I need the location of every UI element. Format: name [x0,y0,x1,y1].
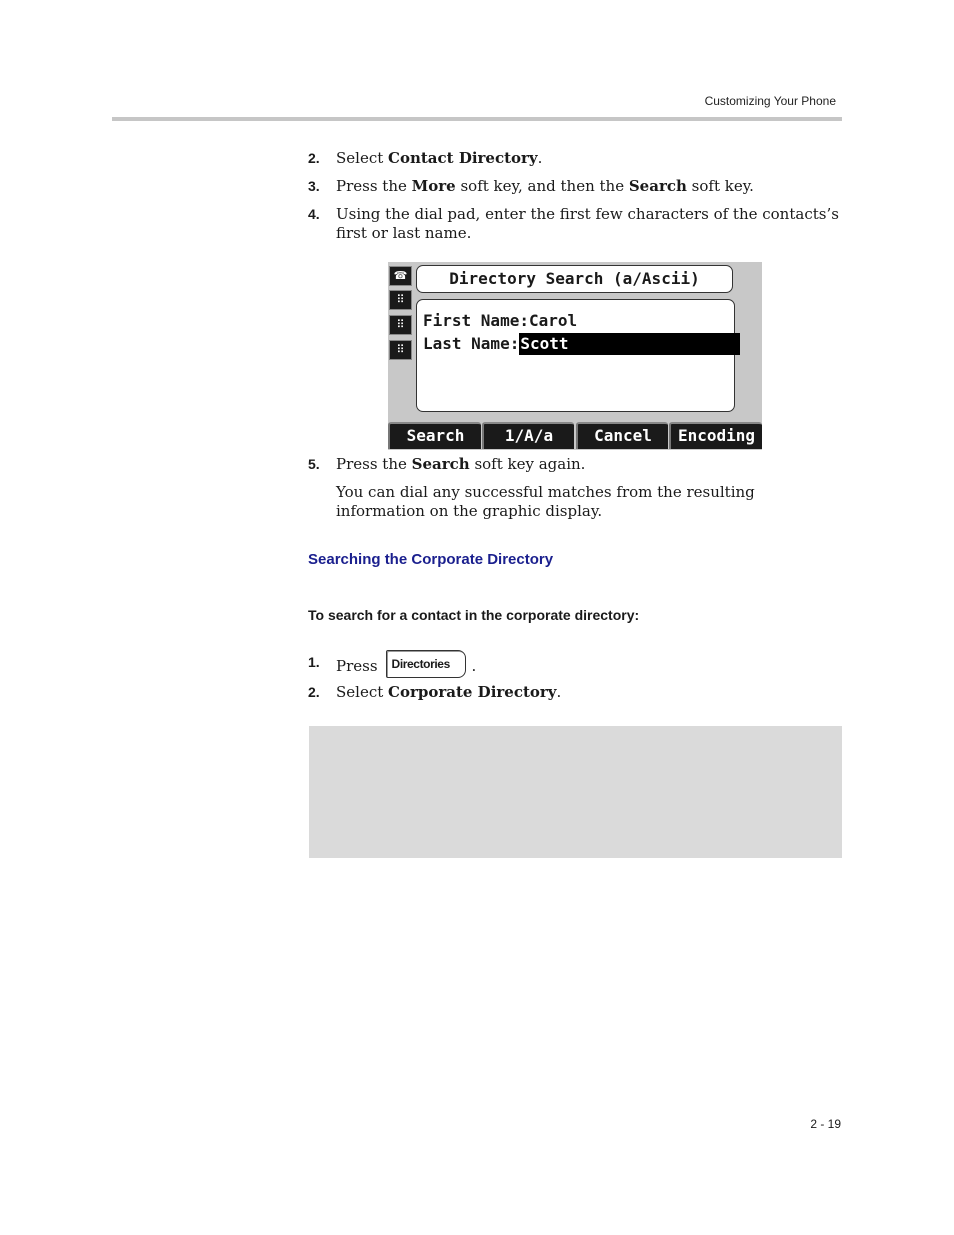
step-text: . [471,657,477,675]
step-text: soft key, and then the [455,177,629,195]
first-name-label: First Name: [423,311,529,330]
directories-key-label: Directories [391,657,450,671]
case-softkey: 1/A/a [482,422,574,449]
step-text: Select [336,683,389,701]
search-fields-panel [416,299,735,412]
search-softkey: Search [388,422,481,449]
step-emphasis: More [411,177,456,195]
step-text: . [537,149,543,167]
first-name-value: Carol [528,311,578,330]
step-4-dial-pad [308,205,848,243]
step-2-corporate-directory [308,683,848,702]
step-3-press-more [308,177,848,196]
step-emphasis: Search [628,177,687,195]
section-heading: Searching the Corporate Directory [308,551,554,568]
gray-placeholder-box [309,726,842,858]
step-emphasis: Search [411,455,470,473]
page-number: 2 - 19 [810,1117,841,1131]
step-1-press-directories [308,653,848,681]
last-name-label: Last Name: [423,334,520,353]
cancel-softkey: Cancel [576,422,668,449]
step-text: Press the [336,177,412,195]
procedure-heading: To search for a contact in the corporate directory: [308,607,640,623]
step-number: 5. [308,456,320,472]
keypad-icon: ⠿ [389,340,412,360]
phone-icon: ☎ [389,266,412,286]
step-number: 2. [308,150,320,166]
step-text: Press the [336,455,412,473]
step-number: 2. [308,684,320,700]
step-emphasis: Contact Directory [388,149,538,167]
keypad-icon: ⠿ [389,315,412,335]
encoding-softkey: Encoding [669,422,762,449]
keypad-icon: ⠿ [389,290,412,310]
first-name-field [423,310,577,332]
step-text: soft key. [686,177,754,195]
last-name-value: Scott [519,333,740,355]
last-name-field [423,333,740,355]
step-5-note: You can dial any successful matches from the resulting information on the graphic display. [336,483,755,520]
step-2-contact-directory [308,149,848,168]
step-number: 3. [308,178,320,194]
directories-key-icon [386,650,466,678]
step-number: 1. [308,654,320,670]
step-text: Press [336,657,378,675]
step-5-press-search [308,455,848,474]
screen-title: Directory Search (a/Ascii) [416,265,733,293]
step-number: 4. [308,206,320,222]
step-text: Select [336,149,389,167]
page-header-title: Customizing Your Phone [704,94,836,108]
step-text: . [556,683,562,701]
phone-screen-directory-search [388,262,762,450]
step-text: soft key again. [469,455,586,473]
step-emphasis: Corporate Directory [388,683,557,701]
step-text: Using the dial pad, enter the first few characters of the contacts’s first or last name. [336,205,839,242]
header-rule [112,117,842,121]
